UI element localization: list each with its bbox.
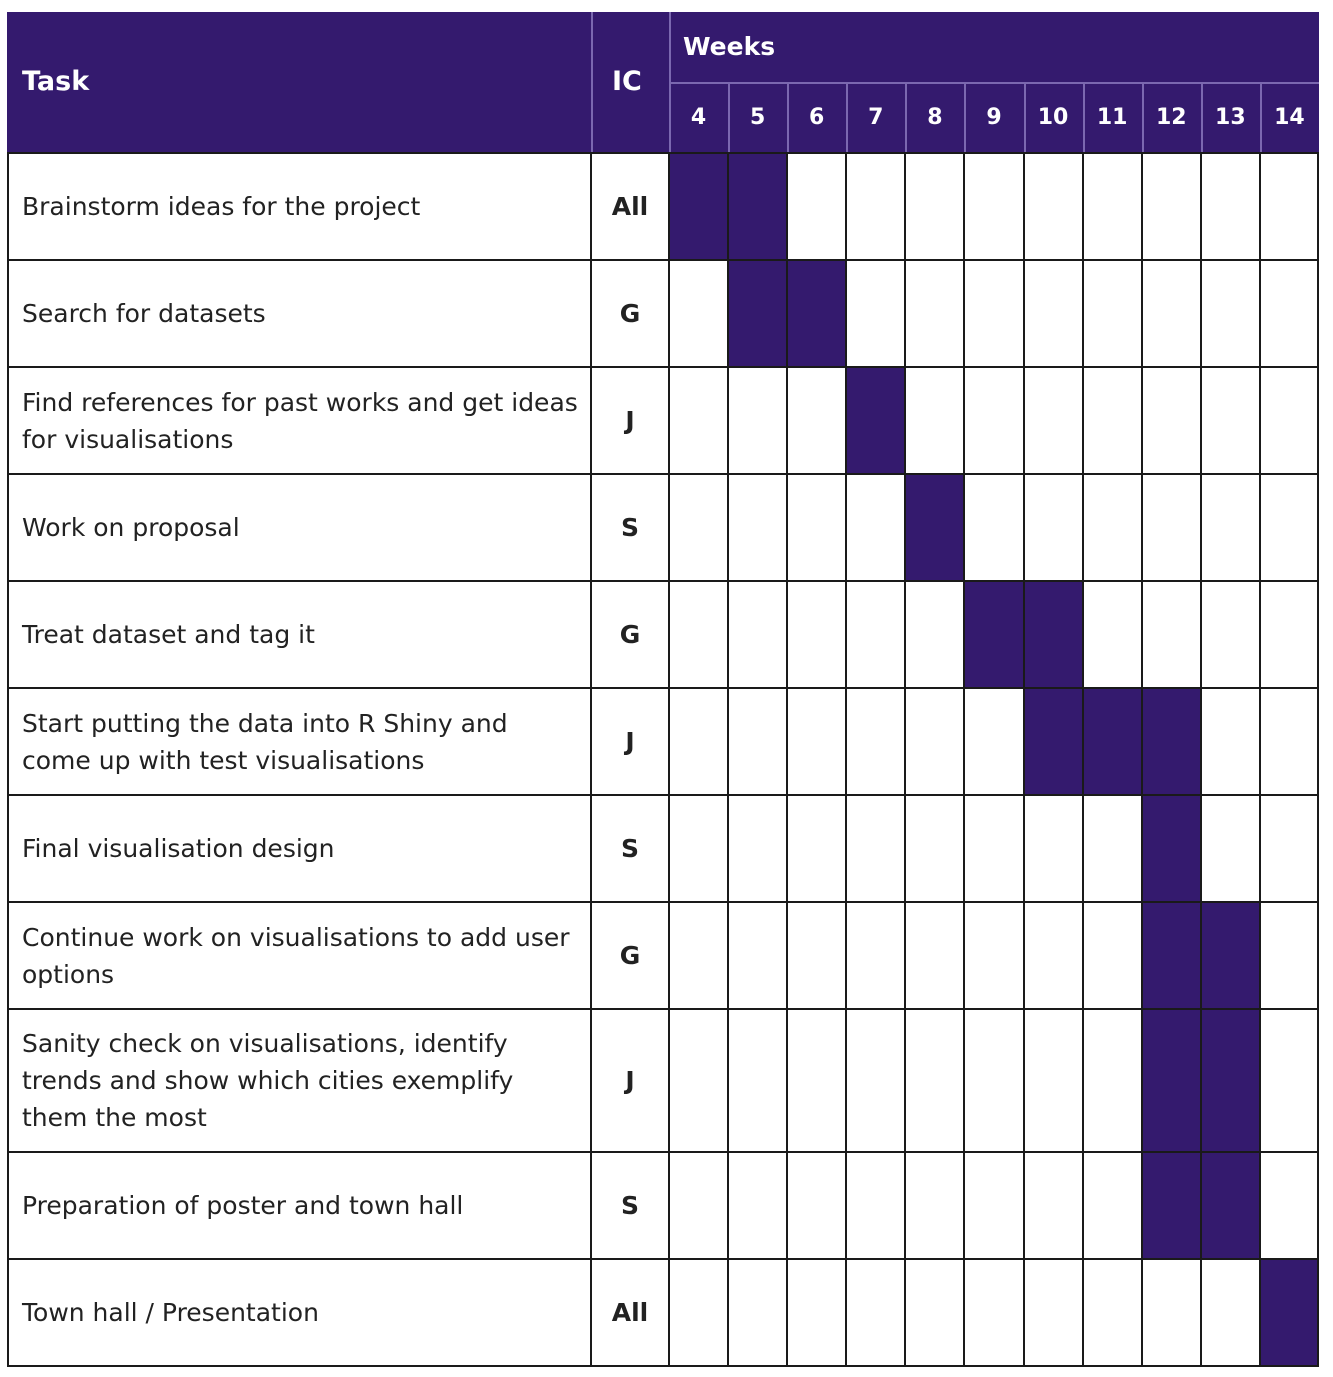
grid-line <box>1141 153 1143 1366</box>
week-label: 5 <box>749 105 766 130</box>
grid-line <box>7 687 1319 689</box>
gantt-bar <box>1142 795 1201 902</box>
gantt-bar <box>1260 1259 1319 1366</box>
grid-line <box>7 1258 1319 1260</box>
header-divider <box>846 82 848 153</box>
ic-value: All <box>611 1298 649 1327</box>
week-label: 7 <box>868 105 884 130</box>
grid-line <box>590 153 592 1366</box>
ic-value: G <box>619 941 641 970</box>
grid-line <box>7 1008 1319 1010</box>
task-name: Final visualisation design <box>22 834 335 863</box>
gantt-chart <box>7 12 1319 1367</box>
task-name: Start putting the data into R Shiny and come up with test visualisations <box>22 708 508 775</box>
gantt-bar <box>905 474 964 581</box>
week-label: 14 <box>1274 105 1305 130</box>
grid-line <box>7 366 1319 368</box>
grid-line <box>1200 153 1202 1366</box>
ic-value: S <box>620 1191 639 1220</box>
ic-value: G <box>619 299 641 328</box>
grid-line <box>7 580 1319 582</box>
ic-value: J <box>625 727 635 756</box>
grid-line <box>786 153 788 1366</box>
grid-line <box>7 153 9 1366</box>
header-divider <box>1024 82 1026 153</box>
grid-line <box>668 153 670 1366</box>
grid-line <box>7 1151 1319 1153</box>
task-name: Continue work on visualisations to add user options <box>22 922 570 989</box>
header-divider <box>1260 82 1262 153</box>
header-divider <box>1201 82 1203 153</box>
grid-line <box>7 1365 1319 1367</box>
task-name: Town hall / Presentation <box>22 1298 319 1327</box>
grid-line <box>1259 153 1261 1366</box>
task-name: Brainstorm ideas for the project <box>22 192 421 221</box>
task-name: Search for datasets <box>22 299 266 328</box>
task-name: Find references for past works and get ideas for visualisations <box>22 387 578 454</box>
header-divider <box>787 82 789 153</box>
ic-value: J <box>625 1066 635 1095</box>
header-divider <box>728 82 730 153</box>
week-label: 6 <box>809 105 825 130</box>
header-divider <box>905 82 907 153</box>
grid-line <box>7 152 1319 154</box>
ic-value: S <box>620 834 639 863</box>
grid-line <box>1317 153 1319 1366</box>
grid-line <box>1023 153 1025 1366</box>
week-label: 8 <box>927 105 943 130</box>
task-name: Work on proposal <box>22 513 240 542</box>
grid-line <box>904 153 906 1366</box>
gantt-bar <box>846 367 905 474</box>
task-name: Preparation of poster and town hall <box>22 1191 464 1220</box>
task-name: Treat dataset and tag it <box>22 620 315 649</box>
grid-line <box>1082 153 1084 1366</box>
ic-value: J <box>625 406 635 435</box>
week-label: 12 <box>1155 105 1187 130</box>
ic-value: S <box>620 513 639 542</box>
week-label: 4 <box>690 105 707 130</box>
task-column-header: Task <box>22 66 90 97</box>
ic-value: G <box>619 620 641 649</box>
week-label: 9 <box>986 105 1002 130</box>
header-divider <box>591 12 593 153</box>
weeks-header: Weeks <box>683 32 776 61</box>
header-divider <box>1083 82 1085 153</box>
ic-value: All <box>611 192 649 221</box>
grid-line <box>727 153 729 1366</box>
task-name: Sanity check on visualisations, identify trends and show which cities exemplify them the most <box>22 1029 514 1132</box>
grid-line <box>7 259 1319 261</box>
grid-line <box>963 153 965 1366</box>
gantt-bar <box>1024 688 1201 795</box>
week-label: 11 <box>1096 105 1128 130</box>
week-label: 13 <box>1215 105 1246 130</box>
header-divider <box>1142 82 1144 153</box>
grid-line <box>7 473 1319 475</box>
grid-line <box>7 794 1319 796</box>
grid-line <box>7 901 1319 903</box>
grid-line <box>845 153 847 1366</box>
ic-column-header: IC <box>612 66 642 97</box>
week-label: 10 <box>1037 105 1069 130</box>
header-divider <box>964 82 966 153</box>
